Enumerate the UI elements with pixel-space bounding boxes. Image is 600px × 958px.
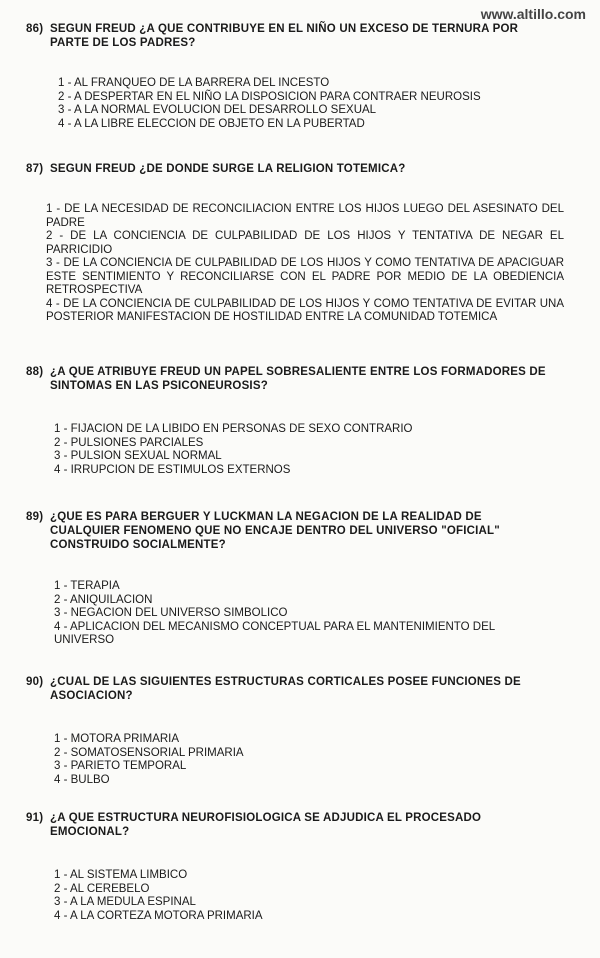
answer-option: 4 - A LA CORTEZA MOTORA PRIMARIA — [54, 909, 263, 922]
question-text-line: SEGUN FREUD ¿A QUE CONTRIBUYE EN EL NIÑO UN EXCESO DE TERNURA POR — [50, 23, 519, 35]
answer-list — [26, 733, 566, 787]
question-text-line: SINTOMAS EN LAS PSICONEUROSIS? — [50, 380, 268, 392]
question-title — [26, 162, 566, 176]
question-title — [26, 510, 566, 552]
question-text-line: CONSTRUIDO SOCIALMENTE? — [50, 539, 226, 551]
question-title — [26, 675, 566, 703]
answer-list — [26, 423, 566, 477]
question-text-line: ¿A QUE ATRIBUYE FREUD UN PAPEL SOBRESALIENTE ENTRE LOS FORMADORES DE — [50, 366, 546, 378]
answer-option: 1 - MOTORA PRIMARIA — [54, 733, 180, 745]
question-text-line: ASOCIACION? — [50, 690, 133, 702]
answer-list — [26, 203, 564, 325]
question-text-line: ¿QUE ES PARA BERGUER Y LUCKMAN LA NEGACION DE LA REALIDAD DE — [50, 511, 482, 523]
question-90 — [26, 675, 566, 787]
question-text-line: ¿CUAL DE LAS SIGUIENTES ESTRUCTURAS CORTICALES POSEE FUNCIONES DE — [50, 676, 521, 688]
answer-option: 3 - NEGACION DEL UNIVERSO SIMBOLICO — [54, 607, 288, 619]
question-number: 86) — [26, 23, 44, 35]
answer-option: 1 - FIJACION DE LA LIBIDO EN PERSONAS DE SEXO CONTRARIO — [54, 423, 413, 435]
answer-option: 1 - DE LA NECESIDAD DE RECONCILIACION ENTRE LOS HIJOS LUEGO DEL ASESINATO DEL PADRE — [46, 203, 564, 229]
answer-option: 1 - TERAPIA — [54, 580, 120, 592]
question-91 — [26, 811, 566, 923]
question-number: 89) — [26, 511, 44, 523]
answer-option: 2 - SOMATOSENSORIAL PRIMARIA — [54, 746, 244, 759]
question-text-line: EMOCIONAL? — [50, 826, 130, 838]
question-title — [26, 22, 566, 50]
answer-option: 4 - BULBO — [54, 773, 110, 786]
question-text-line: ¿A QUE ESTRUCTURA NEUROFISIOLOGICA SE ADJUDICA EL PROCESADO — [50, 812, 482, 824]
watermark-text: www.altillo.com — [480, 6, 586, 22]
answer-option: 2 - AL CEREBELO — [54, 882, 150, 895]
question-89 — [26, 510, 566, 648]
answer-option: 2 - ANIQUILACION — [54, 593, 153, 606]
answer-option: 4 - A LA LIBRE ELECCION DE OBJETO EN LA PUBERTAD — [58, 117, 365, 130]
question-86 — [26, 22, 566, 131]
answer-option: 1 - AL FRANQUEO DE LA BARRERA DEL INCESTO — [58, 77, 330, 89]
question-text-line: CUALQUIER FENOMENO QUE NO ENCAJE DENTRO DEL UNIVERSO "OFICIAL" — [50, 525, 500, 537]
answer-option: 4 - DE LA CONCIENCIA DE CULPABILIDAD DE LOS HIJOS Y COMO TENTATIVA DE EVITAR UNA POSTERIOR MANIFESTACION DE HOSTILIDAD ENTRE LA COMUNIDAD TOTEMICA — [46, 297, 564, 323]
answer-option: 2 - A DESPERTAR EN EL NIÑO LA DISPOSICION PARA CONTRAER NEUROSIS — [58, 90, 481, 103]
question-title — [26, 811, 566, 839]
answer-option: 4 - APLICACION DEL MECANISMO CONCEPTUAL PARA EL MANTENIMIENTO DEL UNIVERSO — [54, 620, 495, 646]
answer-list — [26, 77, 566, 131]
answer-option: 3 - PARIETO TEMPORAL — [54, 760, 187, 772]
question-number: 91) — [26, 812, 44, 824]
answer-option: 3 - A LA NORMAL EVOLUCION DEL DESARROLLO SEXUAL — [58, 104, 377, 116]
answer-option: 3 - PULSION SEXUAL NORMAL — [54, 450, 222, 462]
question-88 — [26, 365, 566, 477]
answer-option: 4 - IRRUPCION DE ESTIMULOS EXTERNOS — [54, 463, 291, 476]
question-title — [26, 365, 566, 393]
question-number: 87) — [26, 163, 44, 175]
question-87 — [26, 162, 566, 325]
question-text-line: SEGUN FREUD ¿DE DONDE SURGE LA RELIGION TOTEMICA? — [50, 163, 406, 175]
answer-list — [26, 869, 566, 923]
answer-option: 1 - AL SISTEMA LIMBICO — [54, 869, 188, 881]
answer-list — [26, 580, 566, 648]
question-text-line: PARTE DE LOS PADRES? — [50, 37, 196, 49]
answer-option: 2 - DE LA CONCIENCIA DE CULPABILIDAD DE LOS HIJOS Y TENTATIVA DE NEGAR EL PARRICIDIO — [46, 230, 564, 256]
question-number: 88) — [26, 366, 44, 378]
answer-option: 2 - PULSIONES PARCIALES — [54, 436, 204, 449]
question-number: 90) — [26, 676, 44, 688]
answer-option: 3 - A LA MEDULA ESPINAL — [54, 896, 196, 908]
answer-option: 3 - DE LA CONCIENCIA DE CULPABILIDAD DE LOS HIJOS Y COMO TENTATIVA DE APACIGUAR ESTE SENTIMIENTO Y RECONCILIARSE CON EL PADRE POR MEDIO DE LA OBEDIENCIA RETROSPECTIVA — [46, 257, 564, 296]
